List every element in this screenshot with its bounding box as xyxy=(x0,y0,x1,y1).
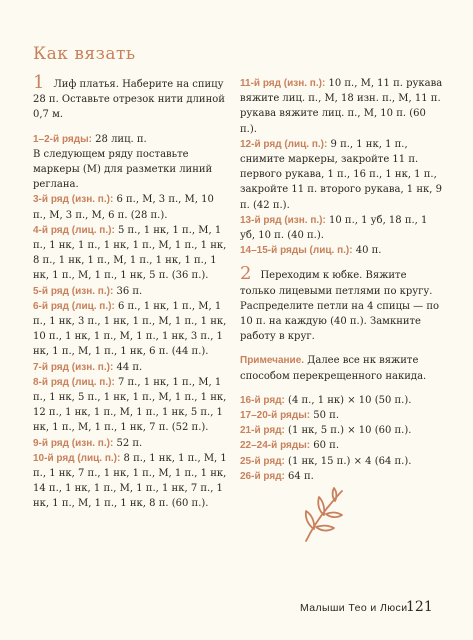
row-label: 1–2-й ряды: xyxy=(33,133,92,145)
row-text: (1 нк, 5 п.) × 10 (60 п.). xyxy=(284,425,412,437)
step-2 xyxy=(240,263,444,344)
row-text: В следующем ряду поставьте маркеры (М) для разметки линий реглана. xyxy=(33,148,213,191)
row-label: 8-й ряд (лиц. п.): xyxy=(33,376,115,388)
row-label: 26-й ряд: xyxy=(240,470,285,482)
row-instruction xyxy=(33,375,229,436)
section-title: Как вязать xyxy=(33,44,136,64)
page-footer xyxy=(0,601,473,617)
row-instruction xyxy=(240,469,444,484)
right-column xyxy=(240,76,444,484)
right-rows-bottom xyxy=(240,393,444,484)
row-text: 5 п., 1 нк, 1 п., М, 1 п., 1 нк, 1 п., 1 нк, 1 п., М, 1 п., 1 нк, 8 п., 1 нк, 1 п., М, 1 п., 1 нк, 1 п., 1 нк, 1 п., М, 1 п., 1 нк, 5 п. (36 п.). xyxy=(33,224,227,282)
row-instruction xyxy=(240,393,444,408)
row-label: 17–20-й ряды: xyxy=(240,410,311,422)
row-instruction xyxy=(33,284,229,299)
row-text: 36 п. xyxy=(113,285,143,297)
left-rows xyxy=(33,132,229,512)
row-text: 8 п., 1 нк, 1 п., М, 1 п., 1 нк, 7 п., 1 нк, 1 п., М, 1 п., 1 нк, 14 п., 1 нк, 1 п., М, 1 п., 1 нк, 7 п., 1 нк, 1 п., М, 1 п., 1 нк, 8 п. (60 п.). xyxy=(33,452,227,510)
book-title: Малыши Тео и Люси xyxy=(300,602,408,614)
row-label: 16-й ряд: xyxy=(240,394,285,406)
row-instruction xyxy=(33,436,229,451)
row-label: 21-й ряд: xyxy=(240,425,285,437)
row-instruction xyxy=(240,76,444,137)
row-instruction xyxy=(240,213,444,243)
row-label: 13-й ряд (изн. п.): xyxy=(240,214,326,226)
row-instruction xyxy=(240,454,444,469)
row-text: (1 нк, 15 п.) × 4 (64 п.). xyxy=(284,455,412,467)
row-label: 4-й ряд (лиц. п.): xyxy=(33,224,115,236)
row-text: 50 п. xyxy=(310,410,340,422)
row-text: 10 п., 1 уб, 18 п., 1 уб, 10 п. (40 п.). xyxy=(240,214,428,242)
row-instruction xyxy=(33,360,229,375)
row-label: 22–24-й ряды: xyxy=(240,440,311,452)
note xyxy=(240,353,444,383)
step-2-number: 2 xyxy=(240,263,252,285)
row-label: 9-й ряд (изн. п.): xyxy=(33,437,114,449)
row-instruction xyxy=(33,132,229,147)
right-rows-top xyxy=(240,76,444,258)
row-text: 9 п., 1 нк, 1 п., снимите маркеры, закройте 11 п. первого рукава, 1 п., 16 п., 1 нк, 1 п., закройте 11 п. второго рукава, 1 нк, 9 п. (42 п.). xyxy=(240,138,442,211)
row-text: 6 п., М, 3 п., М, 10 п., М, 3 п., М, 6 п. (28 п.). xyxy=(33,194,214,221)
page-number: 121 xyxy=(406,599,433,615)
row-label: 3-й ряд (изн. п.): xyxy=(33,194,114,206)
row-text: 40 п. xyxy=(352,245,382,257)
row-label: 10-й ряд (лиц. п.): xyxy=(33,452,121,464)
row-instruction xyxy=(240,243,444,258)
row-instruction xyxy=(33,299,229,360)
row-text: 7 п., 1 нк, 1 п., М, 1 п., 1 нк, 5 п., 1 нк, 1 п., М, 1 п., 1 нк, 12 п., 1 нк, 1 п., М, 1 п., 1 нк, 5 п., 1 нк, 1 п., М, 1 п., 1 нк, 7 п. (52 п.). xyxy=(33,376,227,434)
row-instruction xyxy=(240,438,444,453)
row-instruction xyxy=(33,192,229,222)
row-instruction xyxy=(33,223,229,284)
note-text: Далее все нк вяжите способом перекрещенного накида. xyxy=(240,355,427,382)
row-label: 7-й ряд (изн. п.): xyxy=(33,361,114,373)
row-label: 12-й ряд (лиц. п.): xyxy=(240,138,328,150)
row-label: 14–15-й ряды (лиц. п.): xyxy=(240,245,353,257)
row-text: (4 п., 1 нк) × 10 (50 п.). xyxy=(284,394,412,406)
row-text: 28 лиц. п. xyxy=(91,133,147,145)
row-instruction xyxy=(240,408,444,423)
row-text: 44 п. xyxy=(113,361,143,373)
row-text: 64 п. xyxy=(284,470,314,482)
row-instruction xyxy=(33,147,229,193)
leaf-sprig-icon xyxy=(298,485,348,545)
step-1 xyxy=(33,72,229,123)
left-column xyxy=(33,72,229,512)
row-text: 60 п. xyxy=(310,440,340,452)
row-label: 6-й ряд (лиц. п.): xyxy=(33,300,115,312)
row-instruction xyxy=(33,451,229,512)
row-text: 10 п., М, 11 п. рукава вяжите лиц. п., М, 18 изн. п., М, 11 п. рукава вяжите лиц. п., М, 10 п. (60 п.). xyxy=(240,78,443,135)
row-text: 52 п. xyxy=(113,437,143,449)
step-1-text: Лиф платья. Наберите на спицу 28 п. Оставьте отрезок нити длиной 0,7 м. xyxy=(33,79,225,121)
row-instruction xyxy=(240,423,444,438)
row-label: 25-й ряд: xyxy=(240,455,285,467)
row-label: 11-й ряд (изн. п.): xyxy=(240,78,326,89)
note-label: Примечание. xyxy=(240,355,305,367)
row-instruction xyxy=(240,137,444,213)
row-label: 5-й ряд (изн. п.): xyxy=(33,285,114,297)
step-1-number: 1 xyxy=(33,72,45,93)
row-text: 6 п., 1 нк, 1 п., М, 1 п., 1 нк, 3 п., 1 нк, 1 п., М, 1 п., 1 нк, 10 п., 1 нк, 1 п., М, 1 п., 1 нк, 3 п., 1 нк, 1 п., М, 1 п., 1 нк, 6 п. (44 п.). xyxy=(33,300,227,358)
step-2-text: Переходим к юбке. Вяжите только лицевыми петлями по кругу. Распределите петли на 4 спицы — по 10 п. на каждую (40 п.). Замкните работу в круг. xyxy=(240,270,440,343)
